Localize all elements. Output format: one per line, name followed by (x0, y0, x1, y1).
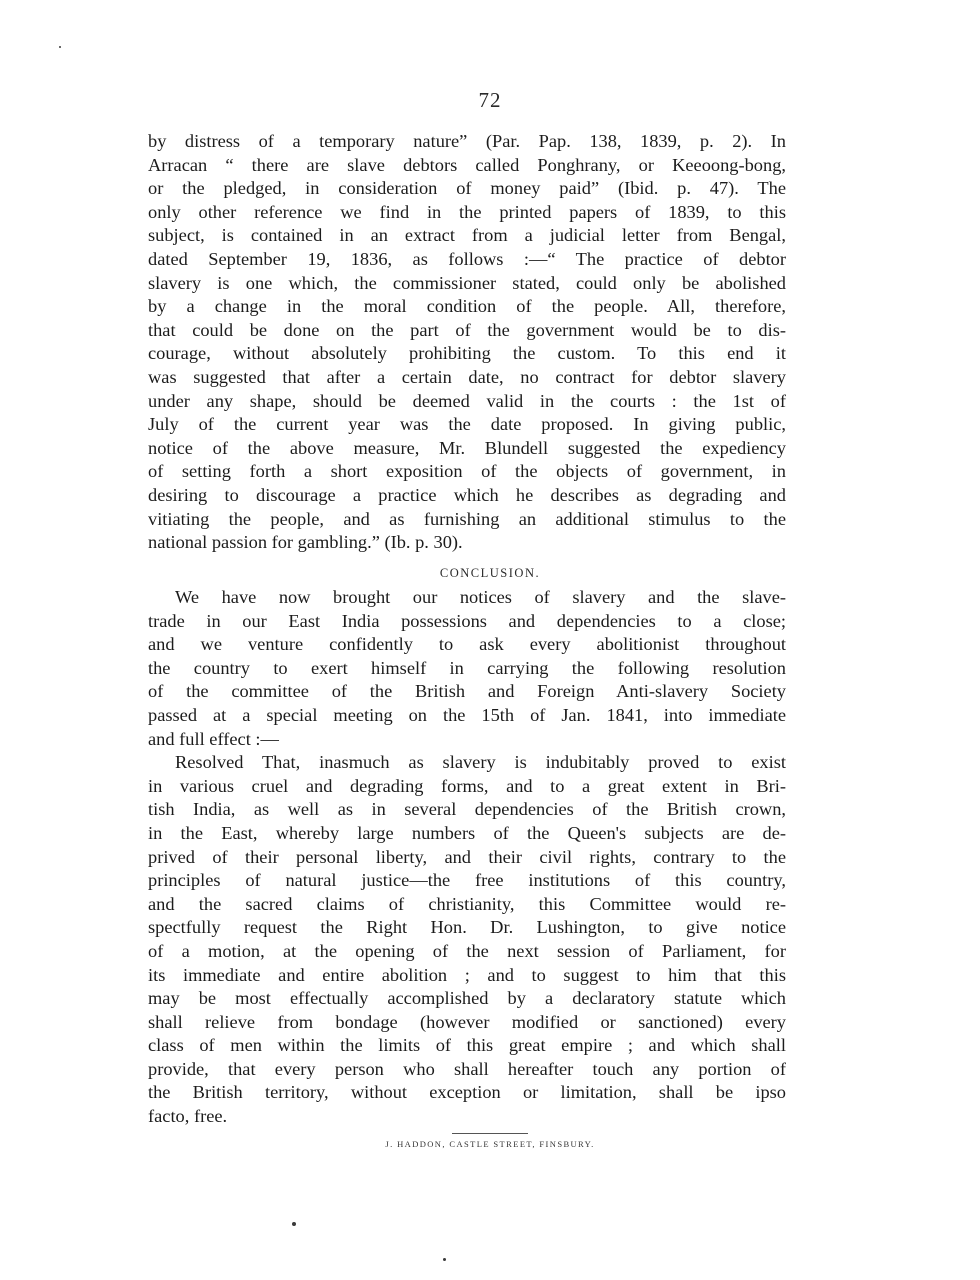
scan-speck (292, 1222, 296, 1226)
footer-rule (452, 1133, 528, 1134)
text-line: trade in our East India possessions and dependencies to a close; (148, 610, 786, 631)
text-line: spectfully request the Right Hon. Dr. Lushington, to give notice (148, 917, 786, 938)
text-line: Resolved That, inasmuch as slavery is indubitably proved to exist (175, 752, 786, 773)
text-line: tish India, as well as in several dependencies of the British crown, (148, 799, 786, 820)
text-line: July of the current year was the date proposed. In giving public, (148, 414, 786, 435)
text-line: class of men within the limits of this great empire ; and which shall (148, 1035, 786, 1056)
text-line: desiring to discourage a practice which he describes as degrading and (148, 484, 786, 505)
text-line: of the committee of the British and Foreign Anti-slavery Society (148, 681, 786, 702)
text-line: may be most effectually accomplished by a declaratory statute which (148, 988, 786, 1009)
text-line: or the pledged, in consideration of money paid” (Ibid. p. 47). The (148, 178, 786, 199)
text-line: courage, without absolutely prohibiting the custom. To this end it (148, 343, 786, 364)
scan-speck (443, 1258, 446, 1261)
text-line: national passion for gambling.” (Ib. p. 30). (148, 532, 463, 553)
text-line: vitiating the people, and as furnishing an additional stimulus to the (148, 508, 786, 529)
text-line: the country to exert himself in carrying the following resolution (148, 657, 786, 678)
text-line: prived of their personal liberty, and their civil rights, contrary to the (148, 846, 786, 867)
text-line: slavery is one which, the commissioner stated, could only be abolished (148, 272, 786, 293)
text-line: of setting forth a short exposition of the objects of government, in (148, 461, 786, 482)
text-line: principles of natural justice—the free institutions of this country, (148, 870, 786, 891)
text-line: Arracan “ there are slave debtors called Ponghrany, or Keeoong-bong, (148, 154, 786, 175)
text-line: facto, free. (148, 1106, 228, 1127)
conclusion-paragraphs (148, 586, 786, 1129)
top-paragraph (148, 130, 786, 555)
text-line: dated September 19, 1836, as follows :—“ The practice of debtor (148, 248, 786, 269)
text-line: passed at a special meeting on the 15th of Jan. 1841, into immediate (148, 704, 786, 725)
text-line: provide, that every person who shall hereafter touch any portion of (148, 1058, 786, 1079)
text-line: the British territory, without exception or limitation, shall be ipso (148, 1082, 786, 1103)
text-line: under any shape, should be deemed valid in the courts : the 1st of (148, 390, 786, 411)
text-line: shall relieve from bondage (however modified or sanctioned) every (148, 1011, 786, 1032)
text-line: in various cruel and degrading forms, and to a great extent in Bri- (148, 775, 786, 796)
text-line: notice of the above measure, Mr. Blundell suggested the expediency (148, 437, 786, 458)
text-line: by a change in the moral condition of the people. All, therefore, (148, 296, 786, 317)
text-line: that could be done on the part of the government would be to dis- (148, 319, 786, 340)
section-heading: CONCLUSION. (439, 566, 541, 580)
text-line: of a motion, at the opening of the next session of Parliament, for (148, 940, 786, 961)
text-line: its immediate and entire abolition ; and to suggest to him that this (148, 964, 786, 985)
text-line: only other reference we find in the printed papers of 1839, to this (148, 201, 786, 222)
text-line: by distress of a temporary nature” (Par. Pap. 138, 1839, p. 2). In (148, 131, 786, 151)
page-number: 72 (478, 88, 502, 112)
text-line: in the East, whereby large numbers of the Queen's subjects are de- (148, 822, 786, 843)
text-line: and the sacred claims of christianity, this Committee would re- (148, 893, 786, 914)
text-line: and full effect :— (148, 728, 279, 749)
scan-speck (59, 46, 61, 48)
printer-imprint: J. HADDON, CASTLE STREET, FINSBURY. (385, 1139, 595, 1149)
text-line: was suggested that after a certain date, no contract for debtor slavery (148, 366, 786, 387)
text-line: We have now brought our notices of slavery and the slave- (175, 587, 786, 607)
text-line: and we venture confidently to ask every abolitionist throughout (148, 634, 786, 655)
text-line: subject, is contained in an extract from a judicial letter from Bengal, (148, 225, 786, 246)
